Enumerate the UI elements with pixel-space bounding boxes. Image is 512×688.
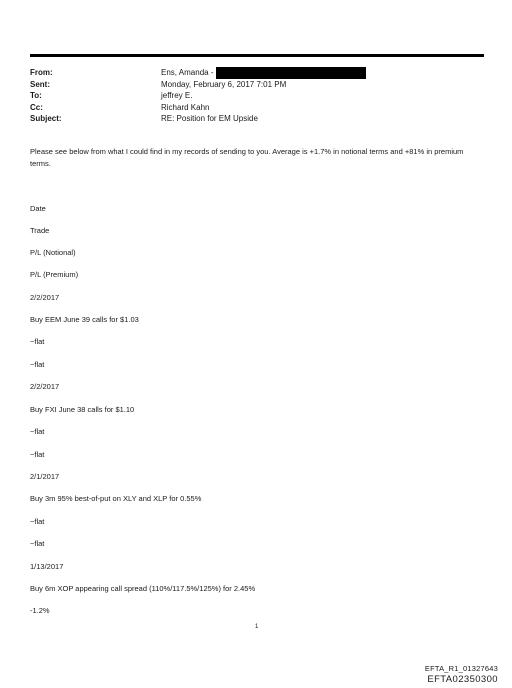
- cc-row: [30, 102, 484, 114]
- entry-line: Buy EEM June 39 calls for $1.03: [30, 315, 139, 324]
- entry-line: 2/2/2017: [30, 293, 60, 302]
- from-row: [30, 67, 484, 79]
- entry-line: ~flat: [30, 517, 45, 526]
- subject-value: RE: Position for EM Upside: [161, 114, 258, 123]
- entry-line: Buy 6m XOP appearing call spread (110%/117.5%/125%) for 2.45%: [30, 584, 256, 593]
- entry-line: ~flat: [30, 450, 45, 459]
- from-dash: -: [210, 68, 214, 78]
- to-value: jeffrey E.: [161, 91, 193, 100]
- from-value: [161, 67, 366, 79]
- entry-line: ~flat: [30, 427, 45, 436]
- entry-line: Date: [30, 204, 46, 213]
- email-header: [30, 67, 484, 125]
- redaction-block: [216, 67, 366, 79]
- sent-row: [30, 79, 484, 91]
- cc-label: Cc:: [30, 102, 43, 112]
- cc-value: Richard Kahn: [161, 102, 210, 112]
- entry-line: ~flat: [30, 337, 45, 346]
- from-name: Ens, Amanda: [161, 68, 209, 78]
- entry-line: P/L (Notional): [30, 248, 76, 257]
- entry-line: ~flat: [30, 539, 45, 548]
- entry-line: ~flat: [30, 360, 45, 369]
- entry-line: 2/1/2017: [30, 472, 60, 481]
- entry-line: P/L (Premium): [30, 270, 79, 279]
- intro-paragraph: Please see below from what I could find in my records of sending to you. Average is +1.7% in notional terms and +81% in premium terms.: [30, 147, 464, 168]
- entry-line: 2/2/2017: [30, 382, 60, 391]
- subject-label: Subject:: [30, 114, 62, 123]
- header-rule: [30, 54, 484, 57]
- entry-line: 1/13/2017: [30, 562, 64, 571]
- entry-line: Buy 3m 95% best-of-put on XLY and XLP for 0.55%: [30, 494, 202, 503]
- subject-row: [30, 113, 484, 125]
- from-label: From:: [30, 68, 53, 77]
- sent-label: Sent:: [30, 79, 50, 89]
- to-label: To:: [30, 91, 42, 100]
- entry-line: Buy FXI June 38 calls for $1.10: [30, 405, 135, 414]
- page-number: 1: [255, 624, 259, 630]
- entry-line: Trade: [30, 226, 50, 235]
- bates-reference-large: EFTA02350300: [427, 674, 498, 685]
- to-row: [30, 90, 484, 102]
- entry-line: -1.2%: [30, 606, 50, 615]
- bates-reference-small: EFTA_R1_01327643: [424, 664, 498, 673]
- sent-value: Monday, February 6, 2017 7:01 PM: [161, 79, 287, 89]
